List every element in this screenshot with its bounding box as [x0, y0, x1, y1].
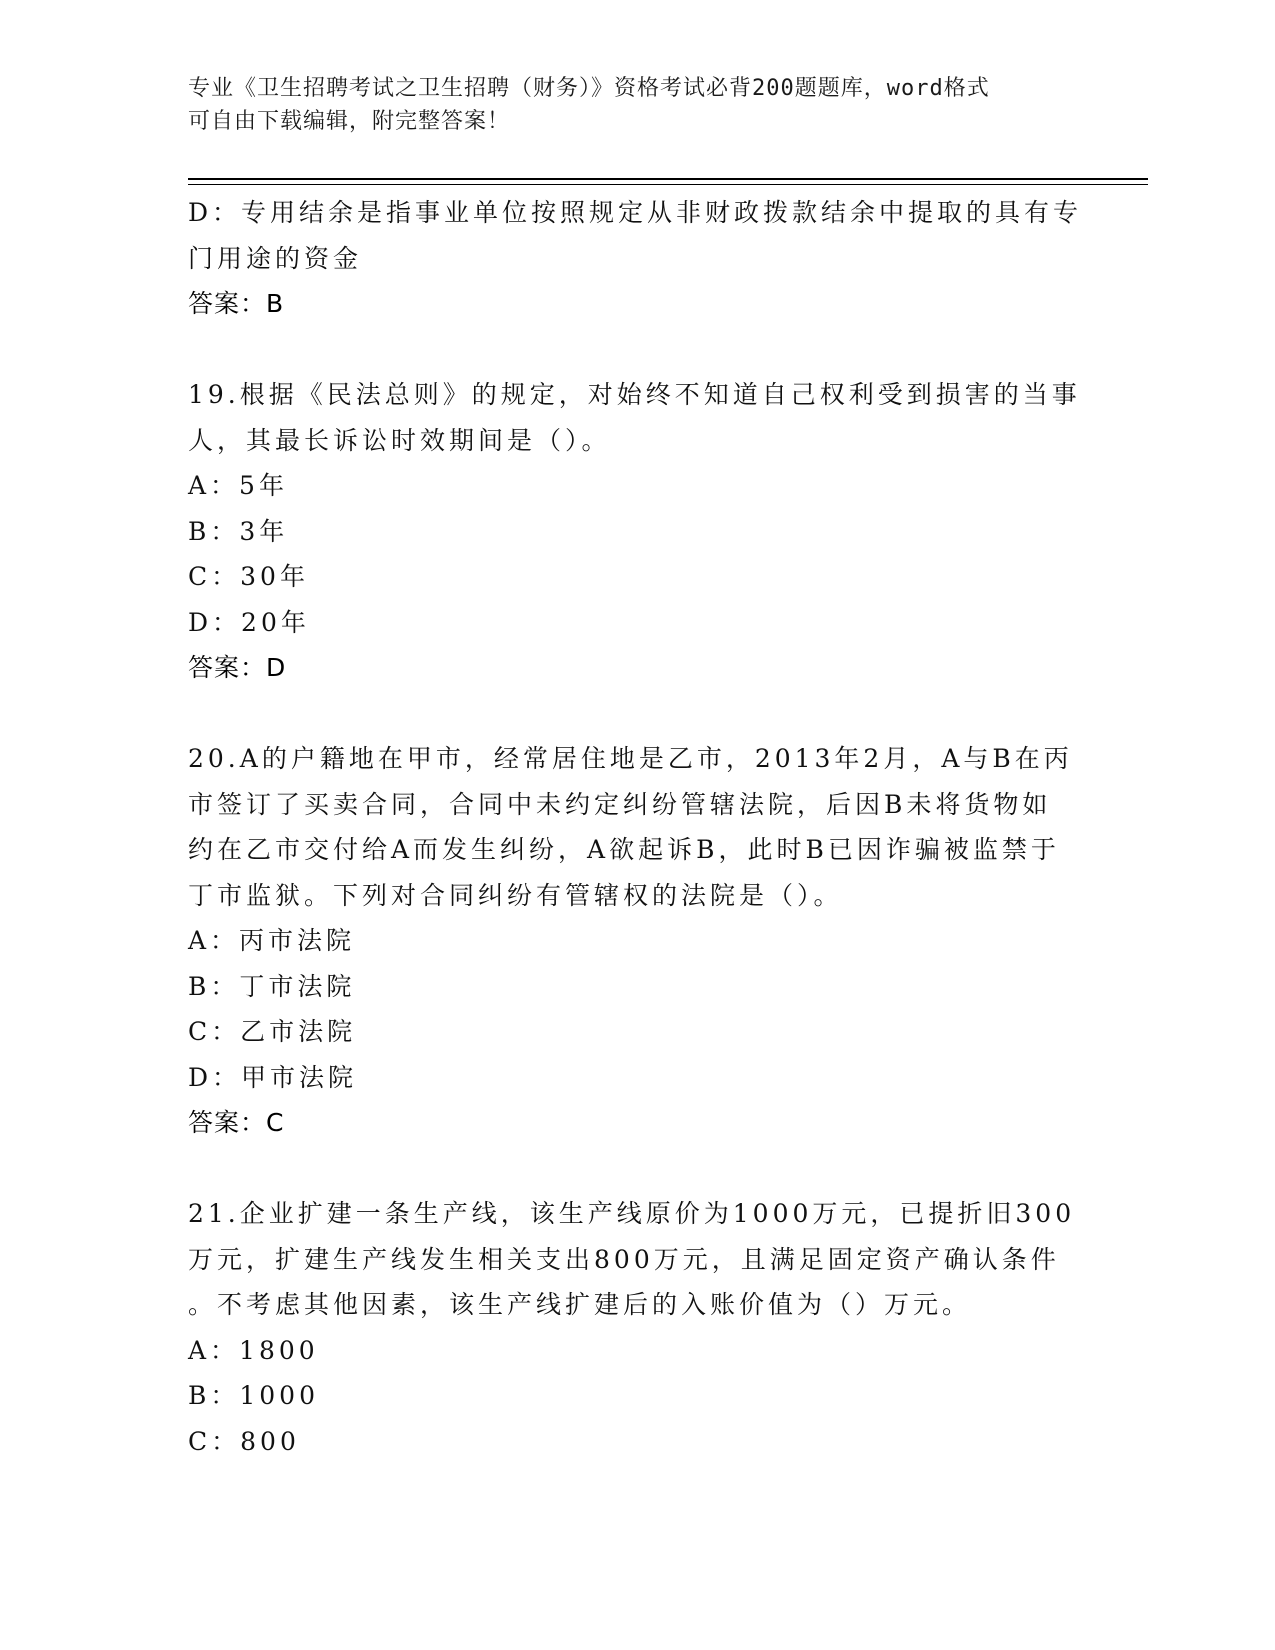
option-a: A：1800: [188, 1335, 319, 1365]
option-b: B：1000: [188, 1381, 319, 1410]
header-divider-thick: [188, 178, 1148, 180]
option-c: C：乙市法院: [188, 1017, 357, 1046]
option-d: D：20年: [188, 607, 310, 637]
document-body: [188, 190, 1083, 1464]
option-b: B：丁市法院: [188, 971, 356, 1001]
option-d: D：专用结余是指事业单位按照规定从非财政拨款结余中提取的具有专: [188, 198, 1083, 227]
question-text: 19.根据《民法总则》的规定，对始终不知道自己权利受到损害的当事: [188, 380, 1081, 409]
option-c: C：30年: [188, 562, 309, 591]
header-divider-thin: [188, 184, 1148, 185]
spacer: [188, 327, 1068, 373]
option-d-continued: 门用途的资金: [188, 243, 363, 273]
answer: 答案：B: [188, 289, 285, 318]
header-line-2: 可自由下载编辑，附完整答案！: [188, 109, 511, 134]
question-text-continued: 约在乙市交付给A而发生纠纷，A欲起诉B，此时B已因诈骗被监禁于: [188, 835, 1060, 864]
spacer: [188, 1146, 1068, 1192]
question-text-continued: 人，其最长诉讼时效期间是（）。: [188, 425, 611, 455]
answer: 答案：C: [188, 1108, 285, 1137]
answer: 答案：D: [188, 653, 287, 682]
header-line-1: 专业《卫生招聘考试之卫生招聘（财务）》资格考试必背200题题库，word格式: [188, 76, 990, 101]
question-19: [188, 372, 1081, 691]
question-20: [188, 736, 1073, 1146]
question-text-continued: 。不考虑其他因素，该生产线扩建后的入账价值为（）万元。: [188, 1290, 972, 1319]
question-text: 20.A的户籍地在甲市，经常居住地是乙市，2013年2月，A与B在丙: [188, 744, 1073, 773]
option-d: D：甲市法院: [188, 1062, 358, 1092]
spacer: [188, 691, 1068, 737]
question-text: 21.企业扩建一条生产线，该生产线原价为1000万元，已提折旧300: [188, 1199, 1076, 1228]
option-c: C：800: [188, 1426, 300, 1456]
previous-question-tail: [188, 190, 1083, 327]
question-text-continued: 市签订了买卖合同，合同中未约定纠纷管辖法院，后因B未将货物如: [188, 789, 1052, 819]
question-text-continued: 万元，扩建生产线发生相关支出800万元，且满足固定资产确认条件: [188, 1244, 1060, 1274]
question-21: [188, 1191, 1076, 1464]
option-b: B：3年: [188, 516, 289, 546]
question-text-continued: 丁市监狱。下列对合同纠纷有管辖权的法院是（）。: [188, 880, 843, 910]
page-header: [188, 72, 1088, 138]
option-a: A：丙市法院: [188, 926, 356, 955]
option-a: A：5年: [188, 471, 288, 500]
